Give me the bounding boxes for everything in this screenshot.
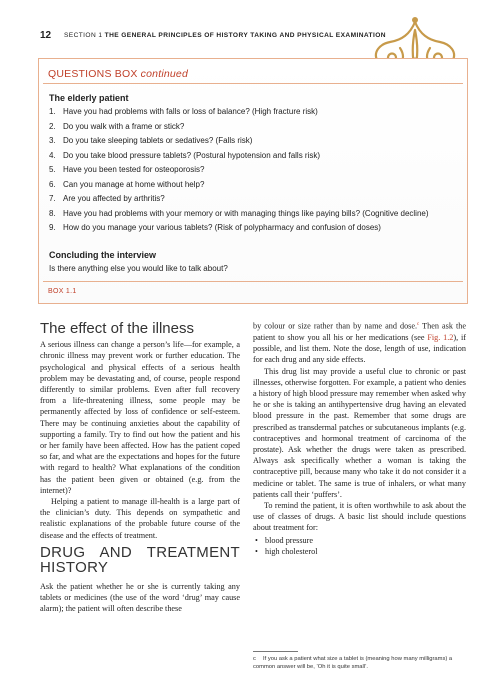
right-column [253, 319, 466, 557]
section-title: THE GENERAL PRINCIPLES OF HISTORY TAKING AND PHYSICAL EXAMINATION [104, 32, 386, 39]
footnote-rule [253, 651, 298, 652]
box-divider [43, 281, 463, 282]
question-item: 7. Are you affected by arthritis? [49, 194, 165, 203]
box-divider [43, 83, 463, 84]
question-item: 1. Have you had problems with falls or loss of balance? (High fracture risk) [49, 107, 318, 116]
question-item: 8. Have you had problems with your memory or with managing things like paying bills? (Cognitive decline) [49, 208, 429, 218]
body-paragraph: Ask the patient whether he or she is currently taking any tablets or medicines (the use of the word ‘drug’ may cause alarm); the patient will often describe these [40, 581, 240, 614]
body-paragraph: To remind the patient, it is often worthwhile to ask about the use of classes of drugs. A basic list should include questions about treatment for: [253, 500, 466, 533]
body-paragraph: A serious illness can change a person’s life—for example, a chronic illness may prevent work or further education. The psychological and physical effects of a serious health problem may be devastating and, of course, people respond differently to similar problems. Even after full recovery from a life-threatening illness, some people may be permanently affected by loss of confidence or self-esteem. There may be continuing anxieties about the capability of supporting a family. Try to find out how the patient and his or her family have been affected. How has the patient coped so far, and what are the expectations and hopes for the future with regard to health? What explanations of the condition has the patient been given or obtained (e.g. from the internet)? [40, 340, 240, 495]
figure-link[interactable]: Fig. 1.2 [427, 332, 454, 342]
body-paragraph: This drug list may provide a useful clue to chronic or past illnesses, otherwise forgotten. For example, a patient who denies a history of high blood pressure may remember when asked why he or she is taking an antihypertensive drug having an elevated blood pressure in the past. Remember that some drugs are prescribed as transdermal patches or subcutaneous implants (e.g. contraceptives and hormonal treatment of carcinoma of the prostate). Ask whether the drugs were taken as prescribed. Always ask specifically whether a woman is taking the contraceptive pill, because many who take it do not consider it a medicine or tablet. The same is true of inhalers, or what many patients call their ‘puffers’. [253, 366, 466, 499]
body-paragraph: Helping a patient to manage ill-health is a large part of the clinician’s duty. This depends on sympathetic and realistic explanations of the probable future course of the disease and the effects of treatment. [40, 497, 240, 540]
question-item: 6. Can you manage at home without help? [49, 179, 205, 189]
question-item: 9. How do you manage your various tablets? (Risk of polypharmacy and confusion of doses) [49, 223, 381, 232]
section-prefix: SECTION 1 [64, 32, 103, 39]
box-label: BOX 1.1 [48, 288, 77, 295]
concluding-question: Is there anything else you would like to talk about? [49, 264, 228, 273]
heading-effect-of-illness: The effect of the illness [40, 320, 194, 337]
questions-box-continued: continued [140, 68, 189, 80]
page-number: 12 [40, 30, 52, 41]
elderly-question-list [49, 106, 464, 237]
footnote-marker: c [253, 656, 256, 662]
footnote-ref[interactable]: c [417, 322, 420, 327]
left-column [40, 319, 240, 614]
concluding-heading: Concluding the interview [49, 250, 157, 260]
question-item: 3. Do you take sleeping tablets or sedatives? (Falls risk) [49, 136, 253, 145]
footnote [253, 656, 466, 671]
questions-box [38, 58, 468, 304]
question-item: 4. Do you take blood pressure tablets? (Postural hypotension and falls risk) [49, 150, 321, 160]
heading-drug-history: DRUG AND TREATMENT HISTORY [40, 543, 240, 576]
running-header [64, 32, 386, 39]
list-item: • high cholesterol [253, 546, 466, 557]
footnote-text: If you ask a patient what size a tablet is (meaning how many milligrams) a common answer will be, ‘Oh it is quite small’. [253, 656, 453, 670]
body-paragraph: by colour or size rather than by name and dose.$^c$ Then ask the patient to show you all his or her medications (see Fig. 1.2), if possible, and list them. Note the dose, length of use, indication for each drug and any side effects. [253, 321, 467, 365]
questions-box-title: QUESTIONS BOX continued [48, 68, 189, 80]
treatment-list [253, 535, 466, 557]
question-item: 5. Have you been tested for osteoporosis? [49, 165, 205, 174]
question-item: 2. Do you walk with a frame or stick? [49, 121, 185, 131]
elderly-patient-heading: The elderly patient [49, 93, 129, 103]
list-item: • blood pressure [253, 535, 466, 546]
